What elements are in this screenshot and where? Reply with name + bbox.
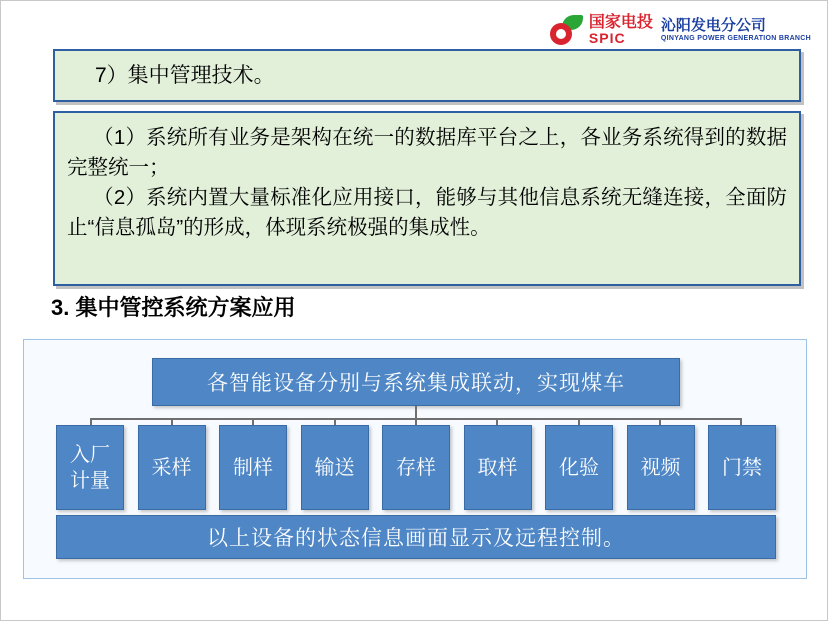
company-logo	[550, 9, 811, 51]
diagram-top-bar-text: 各智能设备分别与系统集成联动，实现煤车	[207, 372, 625, 395]
logo-company-block	[589, 14, 653, 46]
node-line-1: 视频	[640, 456, 681, 479]
node-line-1: 采样	[151, 456, 192, 479]
spic-logo-icon	[550, 15, 584, 45]
diagram-node-video[interactable]	[627, 425, 695, 510]
diagram-bottom-bar	[56, 515, 776, 559]
diagram-top-bar	[152, 358, 680, 406]
node-line-1: 入厂	[70, 443, 110, 466]
diagram-node-inbound-metering[interactable]	[56, 425, 124, 510]
title-callout-box	[53, 49, 801, 102]
node-line-1: 取样	[477, 456, 518, 479]
logo-branch-cn: 沁阳发电分公司	[660, 16, 766, 34]
node-line-2: 计量	[70, 469, 110, 492]
body-paragraph-1-text: （1）系统所有业务是架构在统一的数据库平台之上，各业务系统得到的数据完整统一；	[67, 126, 787, 179]
section-heading: 3. 集中管控系统方案应用	[51, 295, 296, 320]
node-line-1: 存样	[396, 456, 436, 479]
body-paragraph-2	[67, 183, 787, 243]
diagram-panel	[23, 339, 807, 579]
logo-branch-block	[661, 17, 811, 44]
logo-company-en: SPIC	[588, 30, 626, 46]
diagram-bottom-bar-text: 以上设备的状态信息画面显示及远程控制。	[207, 527, 625, 550]
node-line-1: 化验	[559, 456, 599, 479]
diagram-node-row	[56, 425, 776, 510]
logo-company-cn: 国家电投	[588, 14, 653, 31]
body-paragraph-2-text: （2）系统内置大量标准化应用接口，能够与其他信息系统无缝连接，全面防止“信息孤岛”的形成，体现系统极强的集成性。	[67, 186, 787, 239]
body-callout-box	[53, 111, 801, 286]
node-line-1: 制样	[233, 456, 273, 479]
diagram-node-preparation[interactable]	[219, 425, 287, 510]
diagram-node-access-control[interactable]	[708, 425, 776, 510]
logo-branch-en: QINYANG POWER GENERATION BRANCH	[660, 34, 811, 42]
title-callout-text: 7）集中管理技术。	[95, 63, 275, 87]
diagram-node-retrieval[interactable]	[464, 425, 532, 510]
node-line-1: 门禁	[722, 456, 762, 479]
connector-vertical-main	[415, 406, 417, 418]
diagram-node-assay[interactable]	[545, 425, 613, 510]
diagram-node-transport[interactable]	[301, 425, 369, 510]
node-line-1: 输送	[314, 456, 355, 479]
diagram-node-storage[interactable]	[382, 425, 450, 510]
diagram-node-sampling[interactable]	[138, 425, 206, 510]
body-paragraph-1	[67, 123, 787, 183]
